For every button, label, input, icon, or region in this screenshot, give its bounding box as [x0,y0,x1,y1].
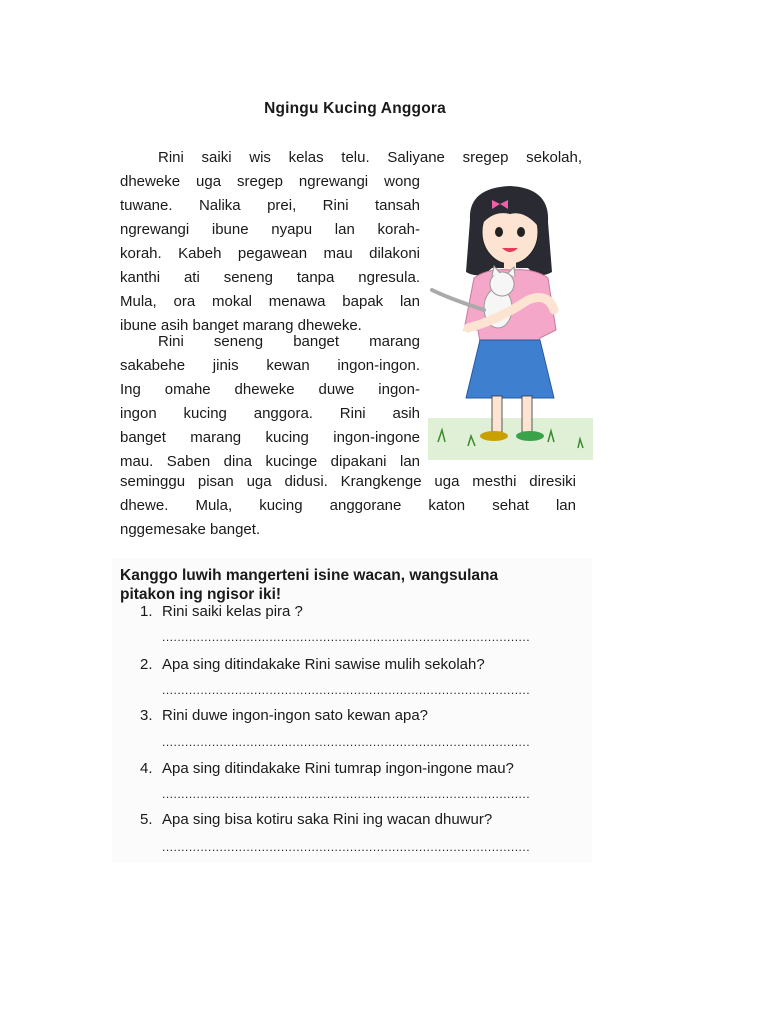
text-line: ngrewangi ibune nyapu lan korah- [120,221,420,238]
question-text: Apa sing ditindakake Rini sawise mulih sekolah? [162,656,485,673]
text-line: ingon kucing anggora. Rini asih [120,405,420,422]
question-3 [140,707,428,724]
question-number: 5. [140,811,153,828]
right-leg [522,396,532,432]
answer-line-2[interactable]: ................................................................................................ [162,683,531,697]
question-4 [140,760,514,777]
left-sandal [480,431,508,441]
text-line: nggemesake banget. [120,521,261,538]
right-sandal [516,431,544,441]
question-number: 4. [140,760,153,777]
text-line: seminggu pisan uga didusi. Krangkenge uga mesthi diresiki [120,473,576,490]
exercise-heading [120,566,590,604]
question-number: 1. [140,603,153,620]
question-number: 2. [140,656,153,673]
question-text: Rini saiki kelas pira ? [162,603,303,620]
paragraph-2-narrow [120,330,420,474]
answer-line-3[interactable]: ................................................................................................ [162,735,531,749]
answer-line-4[interactable]: ................................................................................................ [162,787,531,801]
paragraph-1 [120,146,582,170]
question-5 [140,811,492,828]
text-line: dhewe. Mula, kucing anggorane katon sehat lan [120,497,576,514]
text-line: banget marang kucing ingon-ingone [120,429,420,446]
paragraph-1-narrow [120,170,420,338]
text-line: korah. Kabeh pegawean mau dilakoni [120,245,420,262]
question-2 [140,656,485,673]
question-text: Apa sing ditindakake Rini tumrap ingon-ingone mau? [162,760,514,777]
text-line: tuwane. Nalika prei, Rini tansah [120,197,420,214]
girl-with-cat-illustration [428,180,593,460]
text-line: Mula, ora mokal menawa bapak lan [120,293,420,310]
text-line: ibune asih banget marang dheweke. [120,317,362,334]
text-line: Rini seneng banget marang [158,333,420,350]
right-eye [517,227,525,237]
story-title: Ngingu Kucing Anggora [264,100,446,117]
cat-head [490,272,514,296]
text-line: Ing omahe dheweke duwe ingon- [120,381,420,398]
text-line: kanthi ati seneng tanpa ngresula. [120,269,420,286]
answer-line-1[interactable]: ................................................................................................ [162,630,531,644]
paragraph-2-wide [120,470,576,542]
text-line: Rini saiki wis kelas telu. Saliyane sregep sekolah, [158,149,582,166]
exercise-heading-line-2: pitakon ing ngisor iki! [120,586,282,603]
text-line: dheweke uga sregep ngrewangi wong [120,173,420,190]
question-text: Apa sing bisa kotiru saka Rini ing wacan dhuwur? [162,811,493,828]
left-eye [495,227,503,237]
question-1 [140,603,303,620]
text-line: mau. Saben dina kucinge dipakani lan [120,453,420,470]
answer-line-5[interactable]: ................................................................................................ [162,840,531,854]
question-text: Rini duwe ingon-ingon sato kewan apa? [162,707,429,724]
left-leg [492,396,502,432]
blue-skirt [466,340,554,398]
question-number: 3. [140,707,153,724]
exercise-heading-line-1: Kanggo luwih mangerteni isine wacan, wangsulana [120,567,499,584]
text-line: sakabehe jinis kewan ingon-ingon. [120,357,420,374]
grass-ground [428,418,593,460]
